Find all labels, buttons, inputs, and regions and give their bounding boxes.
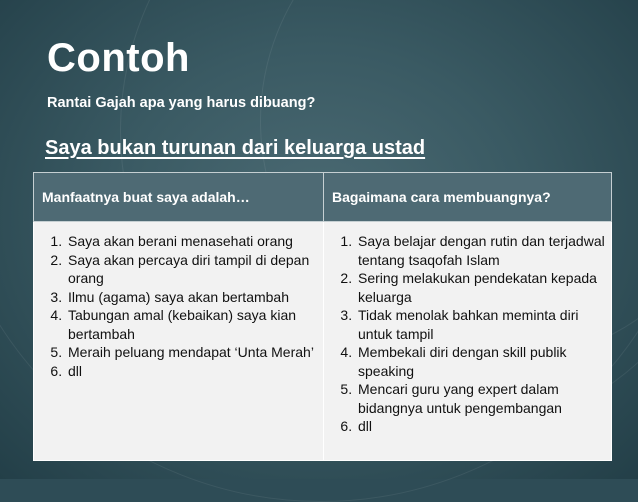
list-item: 6. dll [356,417,605,436]
benefits-cell [34,222,324,461]
list-item: 5. Mencari guru yang expert dalam bidangnya untuk pengembangan [356,380,605,417]
list-item: 2. Sering melakukan pendekatan kepada keluarga [356,269,605,306]
content-table [33,172,612,461]
methods-list [330,232,605,436]
slide-title: Contoh [47,36,190,80]
list-item: 4. Tabungan amal (kebaikan) saya kian bertambah [66,306,317,343]
list-item: 3. Ilmu (agama) saya akan bertambah [66,288,317,307]
column-header-benefits: Manfaatnya buat saya adalah… [34,173,324,222]
list-item: 4. Membekali diri dengan skill publik speaking [356,343,605,380]
list-item: 2. Saya akan percaya diri tampil di depan orang [66,251,317,288]
list-item: 1. Saya akan berani menasehati orang [66,232,317,251]
methods-cell [324,222,612,461]
list-item: 1. Saya belajar dengan rutin dan terjadwal tentang tsaqofah Islam [356,232,605,269]
benefits-list [40,232,317,380]
table-header-row [34,173,612,222]
table-row [34,222,612,461]
column-header-methods: Bagaimana cara membuangnya? [324,173,612,222]
list-item: 5. Meraih peluang mendapat ‘Unta Merah’ [66,343,317,362]
slide-subtitle: Saya bukan turunan dari keluarga ustad [45,137,426,159]
list-item: 3. Tidak menolak bahkan meminta diri untuk tampil [356,306,605,343]
list-item: 6. dll [66,362,317,381]
slide-question: Rantai Gajah apa yang harus dibuang? [47,95,316,111]
